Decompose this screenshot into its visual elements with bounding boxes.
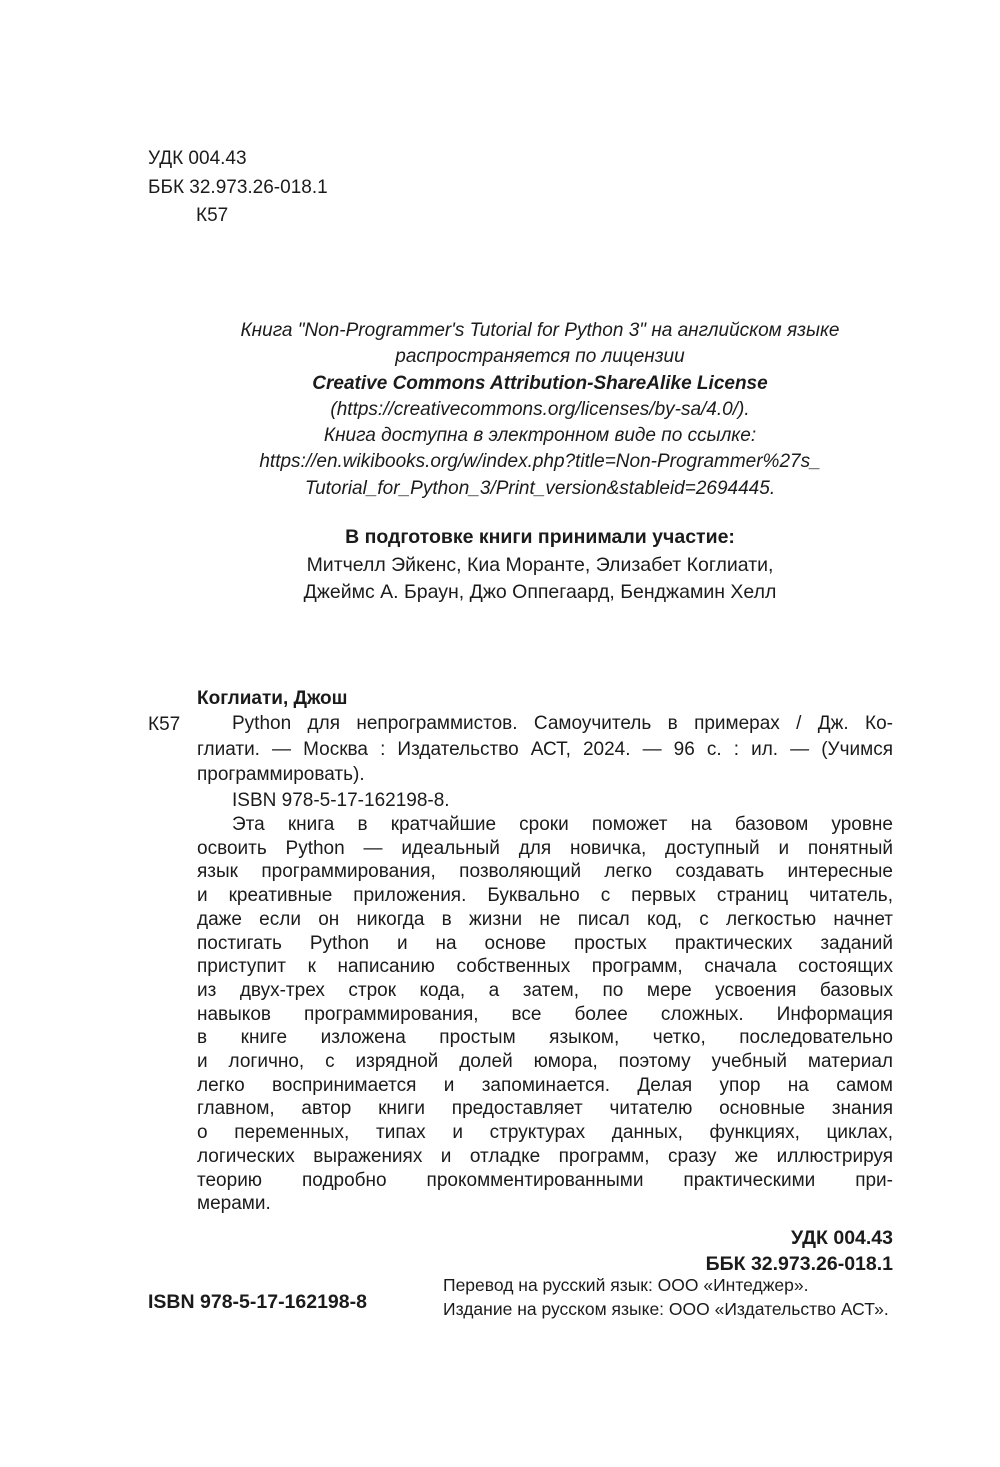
- annotation-line: даже если он никогда в жизни не писал код, с легкостью начнет: [197, 908, 893, 930]
- annotation-line: язык программирования, позволяющий легко создавать интересные: [197, 861, 893, 883]
- annotation-line: постигать Python и на основе простых практических заданий: [197, 932, 893, 954]
- publisher-info: [443, 1274, 889, 1321]
- annotation-line: и логично, с изрядной долей юмора, поэтому учебный материал: [197, 1051, 893, 1073]
- bbk-number-bottom: ББК 32.973.26-018.1: [705, 1253, 893, 1276]
- license-name: Creative Commons Attribution-ShareAlike License: [312, 372, 768, 394]
- annotation-line: освоить Python — идеальный для новичка, доступный и понятный: [197, 837, 893, 859]
- annotation-line: теорию подробно прокомментированными практическими при-: [197, 1169, 893, 1191]
- annotation-line: из двух-трех строк кода, а затем, по мере усвоения базовых: [197, 979, 893, 1001]
- license-line: Книга доступна в электронном виде по ссылке:: [323, 425, 757, 447]
- classification-header: [148, 145, 328, 231]
- catalog-entry: [148, 686, 893, 1278]
- catalog-author: Коглиати, Джош: [197, 688, 348, 709]
- catalog-isbn: ISBN 978-5-17-162198-8.: [232, 789, 450, 811]
- license-line: распространяется по лицензии: [395, 346, 685, 368]
- author-sign-code: К57: [196, 205, 229, 226]
- annotation-line: легко воспринимается и запоминается. Делая упор на самом: [197, 1074, 893, 1096]
- license-url: (https://creativecommons.org/licenses/by-sa/4.0/).: [330, 398, 750, 420]
- annotation-line: Эта книга в кратчайшие сроки поможет на базовом уровне: [232, 814, 893, 836]
- annotation-line: приступит к написанию собственных программ, сначала состоящих: [197, 956, 893, 978]
- annotation-line: в книге изложена простым языком, четко, последовательно: [197, 1027, 893, 1049]
- contributors-heading: В подготовке книги принимали участие:: [345, 526, 735, 548]
- contributors-names: Джеймс А. Браун, Джо Оппегаард, Бенджамин Хелл: [303, 581, 777, 603]
- annotation-line: главном, автор книги предоставляет читателю основные знания: [197, 1098, 893, 1120]
- annotation-line: о переменных, типах и структурах данных, функциях, циклах,: [197, 1122, 893, 1144]
- catalog-author-code: К57: [148, 714, 181, 735]
- translation-credit: Перевод на русский язык: ООО «Интеджер».: [443, 1275, 809, 1295]
- publisher-credit: Издание на русском языке: ООО «Издательство АСТ».: [443, 1298, 889, 1319]
- book-url-part2: Tutorial_for_Python_3/Print_version&stableid=2694445.: [304, 477, 776, 499]
- classification-footer: [197, 1225, 893, 1278]
- catalog-description-line: программировать).: [197, 764, 365, 786]
- contributors-names: Митчелл Эйкенс, Киа Моранте, Элизабет Коглиати,: [306, 553, 774, 576]
- annotation: [197, 813, 893, 1216]
- annotation-line: мерами.: [197, 1193, 271, 1215]
- book-url-part1: https://en.wikibooks.org/w/index.php?title=Non-Programmer%27s_: [259, 451, 821, 473]
- udk-number-bottom: УДК 004.43: [791, 1226, 893, 1249]
- annotation-line: и креативные приложения. Буквально с первых страниц читатель,: [197, 885, 893, 907]
- annotation-line: логических выражениях и отладке программ, сразу же иллюстрируя: [197, 1145, 893, 1167]
- catalog-description-line: Python для непрограммистов. Самоучитель в примерах / Дж. Ко-: [232, 713, 893, 735]
- contributors: [100, 524, 980, 607]
- bbk-number: ББК 32.973.26-018.1: [148, 176, 328, 198]
- license-line: Книга "Non-Programmer's Tutorial for Python 3" на английском языке: [240, 320, 840, 341]
- udk-number: УДК 004.43: [148, 148, 247, 169]
- annotation-line: навыков программирования, все более сложных. Информация: [197, 1003, 893, 1025]
- license-notice: [100, 318, 980, 502]
- footer-isbn: ISBN 978-5-17-162198-8: [148, 1291, 367, 1313]
- catalog-description-line: глиати. — Москва : Издательство АСТ, 2024. — 96 с. : ил. — (Учимся: [197, 738, 893, 760]
